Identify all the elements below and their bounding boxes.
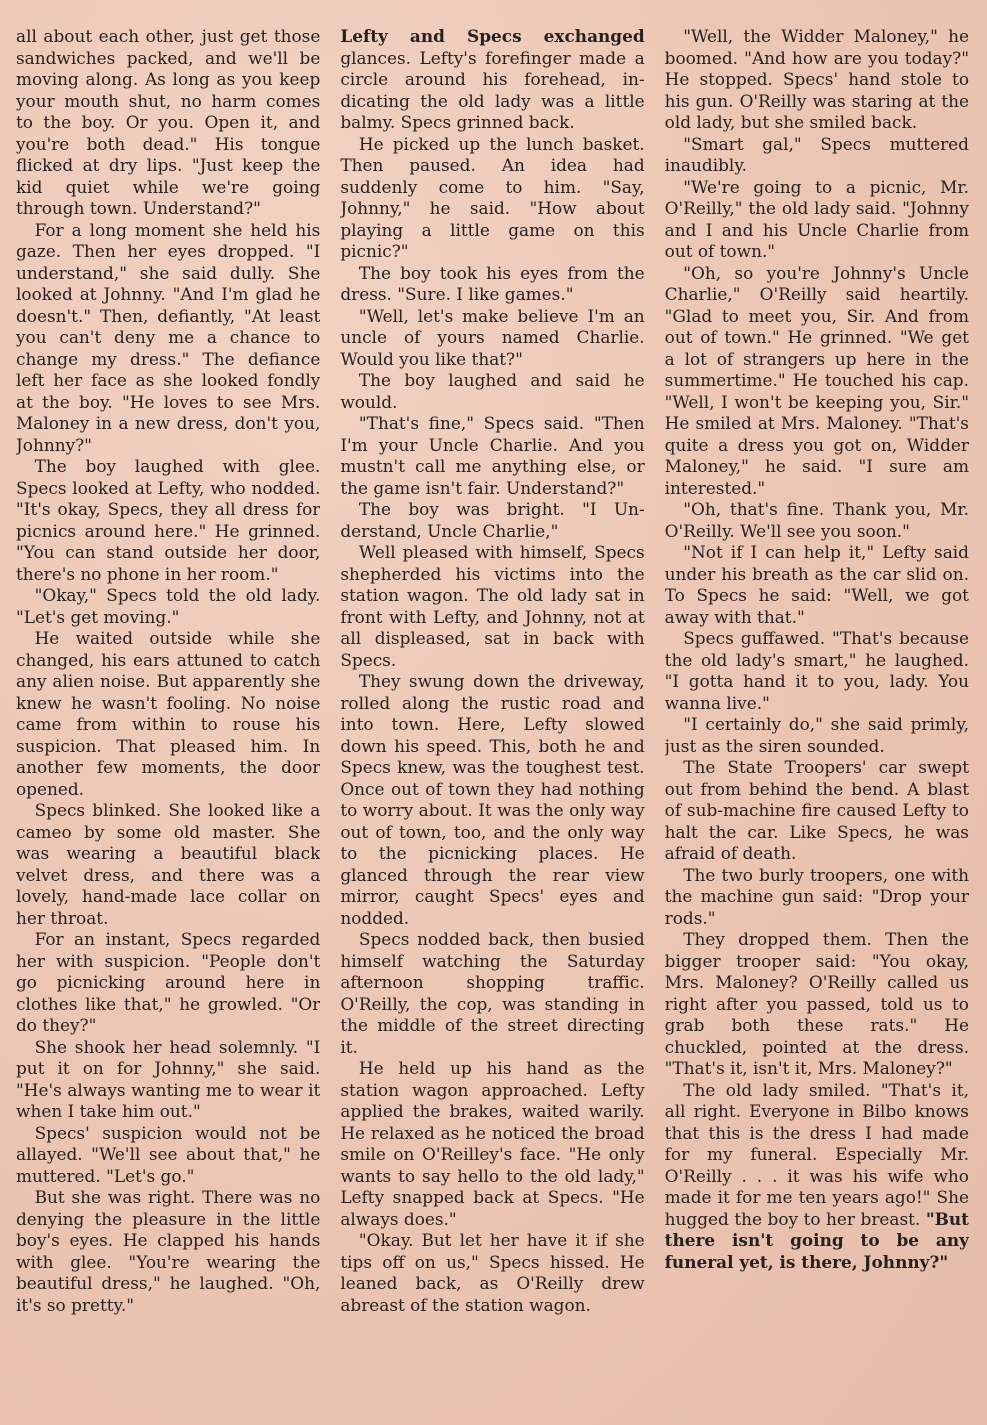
- paragraph: The boy took his eyes from the dress. "Sure. I like games.": [340, 262, 645, 304]
- paragraph-text: glances. Lefty's forefinger made a circle around his forehead, indicating the old lady was a little balmy. Specs grinned back.: [340, 47, 645, 132]
- column-right: [665, 26, 969, 1405]
- paragraph: They swung down the driveway, rolled along the rustic road and into town. Here, Lefty slowed down his speed. This, both he and Specs knew, was the toughest test. Once out of town they had nothing to worry about. It was the only way out of town, too, and the only way to the picnicking places. He glanced through the rear view mirror, caught Specs' eyes and nodded.: [340, 671, 645, 928]
- paragraph: "Well, the Widder Maloney," he boomed. "And how are you today?" He stopped. Specs' hand stole to his gun. O'Reilly was staring at the old lady, but she smiled back.: [664, 26, 969, 132]
- paragraph: "Well, let's make believe I'm an uncle of yours named Charlie. Would you like that?": [340, 305, 645, 369]
- paragraph: "We're going to a picnic, Mr. O'Reilly," the old lady said. "Johnny and I and his Uncle Charlie from out of town.": [664, 176, 969, 261]
- paragraph: The boy was bright. "I Understand, Uncle Charlie,": [340, 499, 645, 541]
- paragraph: Specs guffawed. "That's because the old lady's smart," he laughed. "I gotta hand it to you, lady. You wanna live.": [664, 628, 969, 713]
- paragraph: [340, 26, 644, 134]
- paragraph: "Oh, so you're Johnny's Uncle Charlie," O'Reilly said heartily. "Glad to meet you, Sir. And from out of town." He grinned. "We get a lot of strangers up here in the summertime." He touched his cap. "Well, I won't be keeping you, Sir." He smiled at Mrs. Maloney. "That's quite a dress you got on, Widder Maloney," he said. "I sure am interested.": [664, 262, 969, 498]
- paragraph: "I certainly do," she said primly, just as the siren sounded.: [664, 714, 969, 756]
- paragraph: The two burly troopers, one with the machine gun said: "Drop your rods.": [664, 864, 969, 928]
- paragraph: Specs blinked. She looked like a cameo by some old master. She was wearing a beautiful black velvet dress, and there was a lovely, hand-made lace collar on her throat.: [16, 800, 321, 928]
- paragraph: He held up his hand as the station wagon approached. Lefty applied the brakes, waited warily. He relaxed as he noticed the broad smile on O'Reilley's face. "He only wants to say hello to the old lady," Lefty snapped back at Specs. "He always does.": [340, 1058, 645, 1229]
- paragraph: "Oh, that's fine. Thank you, Mr. O'Reilly. We'll see you soon.": [664, 499, 969, 541]
- column-left: [16, 26, 320, 1405]
- paragraph: He picked up the lunch basket. Then paused. An idea had suddenly come to him. "Say, Johnny," he said. "How about playing a little game on this picnic?": [340, 133, 645, 261]
- paragraph: Specs nodded back, then busied himself watching the Saturday afternoon shopping traffic. O'Reilly, the cop, was standing in the middle of the street directing it.: [340, 929, 645, 1057]
- paragraph: "That's fine," Specs said. "Then I'm your Uncle Charlie. And you mustn't call me anything else, or the game isn't fair. Understand?": [340, 413, 645, 498]
- paragraph: Well pleased with himself, Specs shepherded his victims into the station wagon. The old lady sat in front with Lefty, and Johnny, not at all displeased, sat in back with Specs.: [340, 542, 645, 670]
- paragraph: "Okay," Specs told the old lady. "Let's get moving.": [16, 585, 321, 627]
- paragraph: She shook her head solemnly. "I put it on for Johnny," she said. "He's always wanting me to wear it when I take him out.": [16, 1036, 321, 1121]
- paragraph: "Smart gal," Specs muttered inaudibly.: [664, 133, 969, 175]
- paragraph: "Not if I can help it," Lefty said under his breath as the car slid on. To Specs he said: "Well, we got away with that.": [664, 542, 969, 627]
- paragraph: The boy laughed with glee. Specs looked at Lefty, who nodded. "It's okay, Specs, they all dress for picnics around here." He grinned. "You can stand outside her door, there's no phone in her room.": [16, 456, 321, 584]
- paragraph: "Okay. But let her have it if she tips off on us," Specs hissed. He leaned back, as O'Reilly drew abreast of the station wagon.: [340, 1230, 645, 1315]
- paragraph: The boy laughed and said he would.: [340, 370, 645, 412]
- paragraph-text: The old lady smiled. "That's it, all right. Everyone in Bilbo knows that this is the dress I had made for my funeral. Especially Mr. O'Reilly . . . it was his wife who made it for me ten years ago!" She hugged the boy to her breast.: [664, 1079, 969, 1229]
- text-columns: [16, 26, 969, 1405]
- paragraph: He waited outside while she changed, his ears attuned to catch any alien noise. But apparently she knew he wasn't fooling. No noise came from within to rouse his suspicion. That pleased him. In another few moments, the door opened.: [16, 628, 321, 799]
- paragraph: The State Troopers' car swept out from behind the bend. A blast of sub-machine fire caused Lefty to halt the car. Like Specs, he was afraid of death.: [664, 757, 969, 863]
- paragraph: They dropped them. Then the bigger trooper said: "You okay, Mrs. Maloney? O'Reilly called us right after you passed, told us to grab both these rats." He chuckled, pointed at the dress. "That's it, isn't it, Mrs. Maloney?": [664, 929, 969, 1078]
- bold-lead-text: Lefty and Specs exchanged: [340, 26, 645, 46]
- column-middle: [340, 26, 644, 1405]
- paragraph: [665, 1080, 969, 1274]
- paragraph: For a long moment she held his gaze. Then her eyes dropped. "I understand," she said dully. She looked at Johnny. "And I'm glad he doesn't." Then, defiantly, "At least you can't deny me a chance to change my dress." The defiance left her face as she looked fondly at the boy. "He loves to see Mrs. Maloney in a new dress, don't you, Johnny?": [16, 219, 321, 455]
- paragraph: Specs' suspicion would not be allayed. "We'll see about that," he muttered. "Let's go.": [16, 1122, 321, 1186]
- bold-closing-text: "But there isn't going to be any funeral yet, is there, Johnny?": [664, 1208, 969, 1272]
- paragraph: all about each other, just get those sandwiches packed, and we'll be moving along. As long as you keep your mouth shut, no harm comes to the boy. Or you. Open it, and you're both dead." His tongue flicked at dry lips. "Just keep the kid quiet while we're going through town. Understand?": [16, 26, 321, 218]
- paragraph: But she was right. There was no denying the pleasure in the little boy's eyes. He clapped his hands with glee. "You're wearing the beautiful dress," he laughed. "Oh, it's so pretty.": [16, 1187, 321, 1315]
- paragraph: For an instant, Specs regarded her with suspicion. "People don't go picnicking around here in clothes like that," he growled. "Or do they?": [16, 929, 321, 1035]
